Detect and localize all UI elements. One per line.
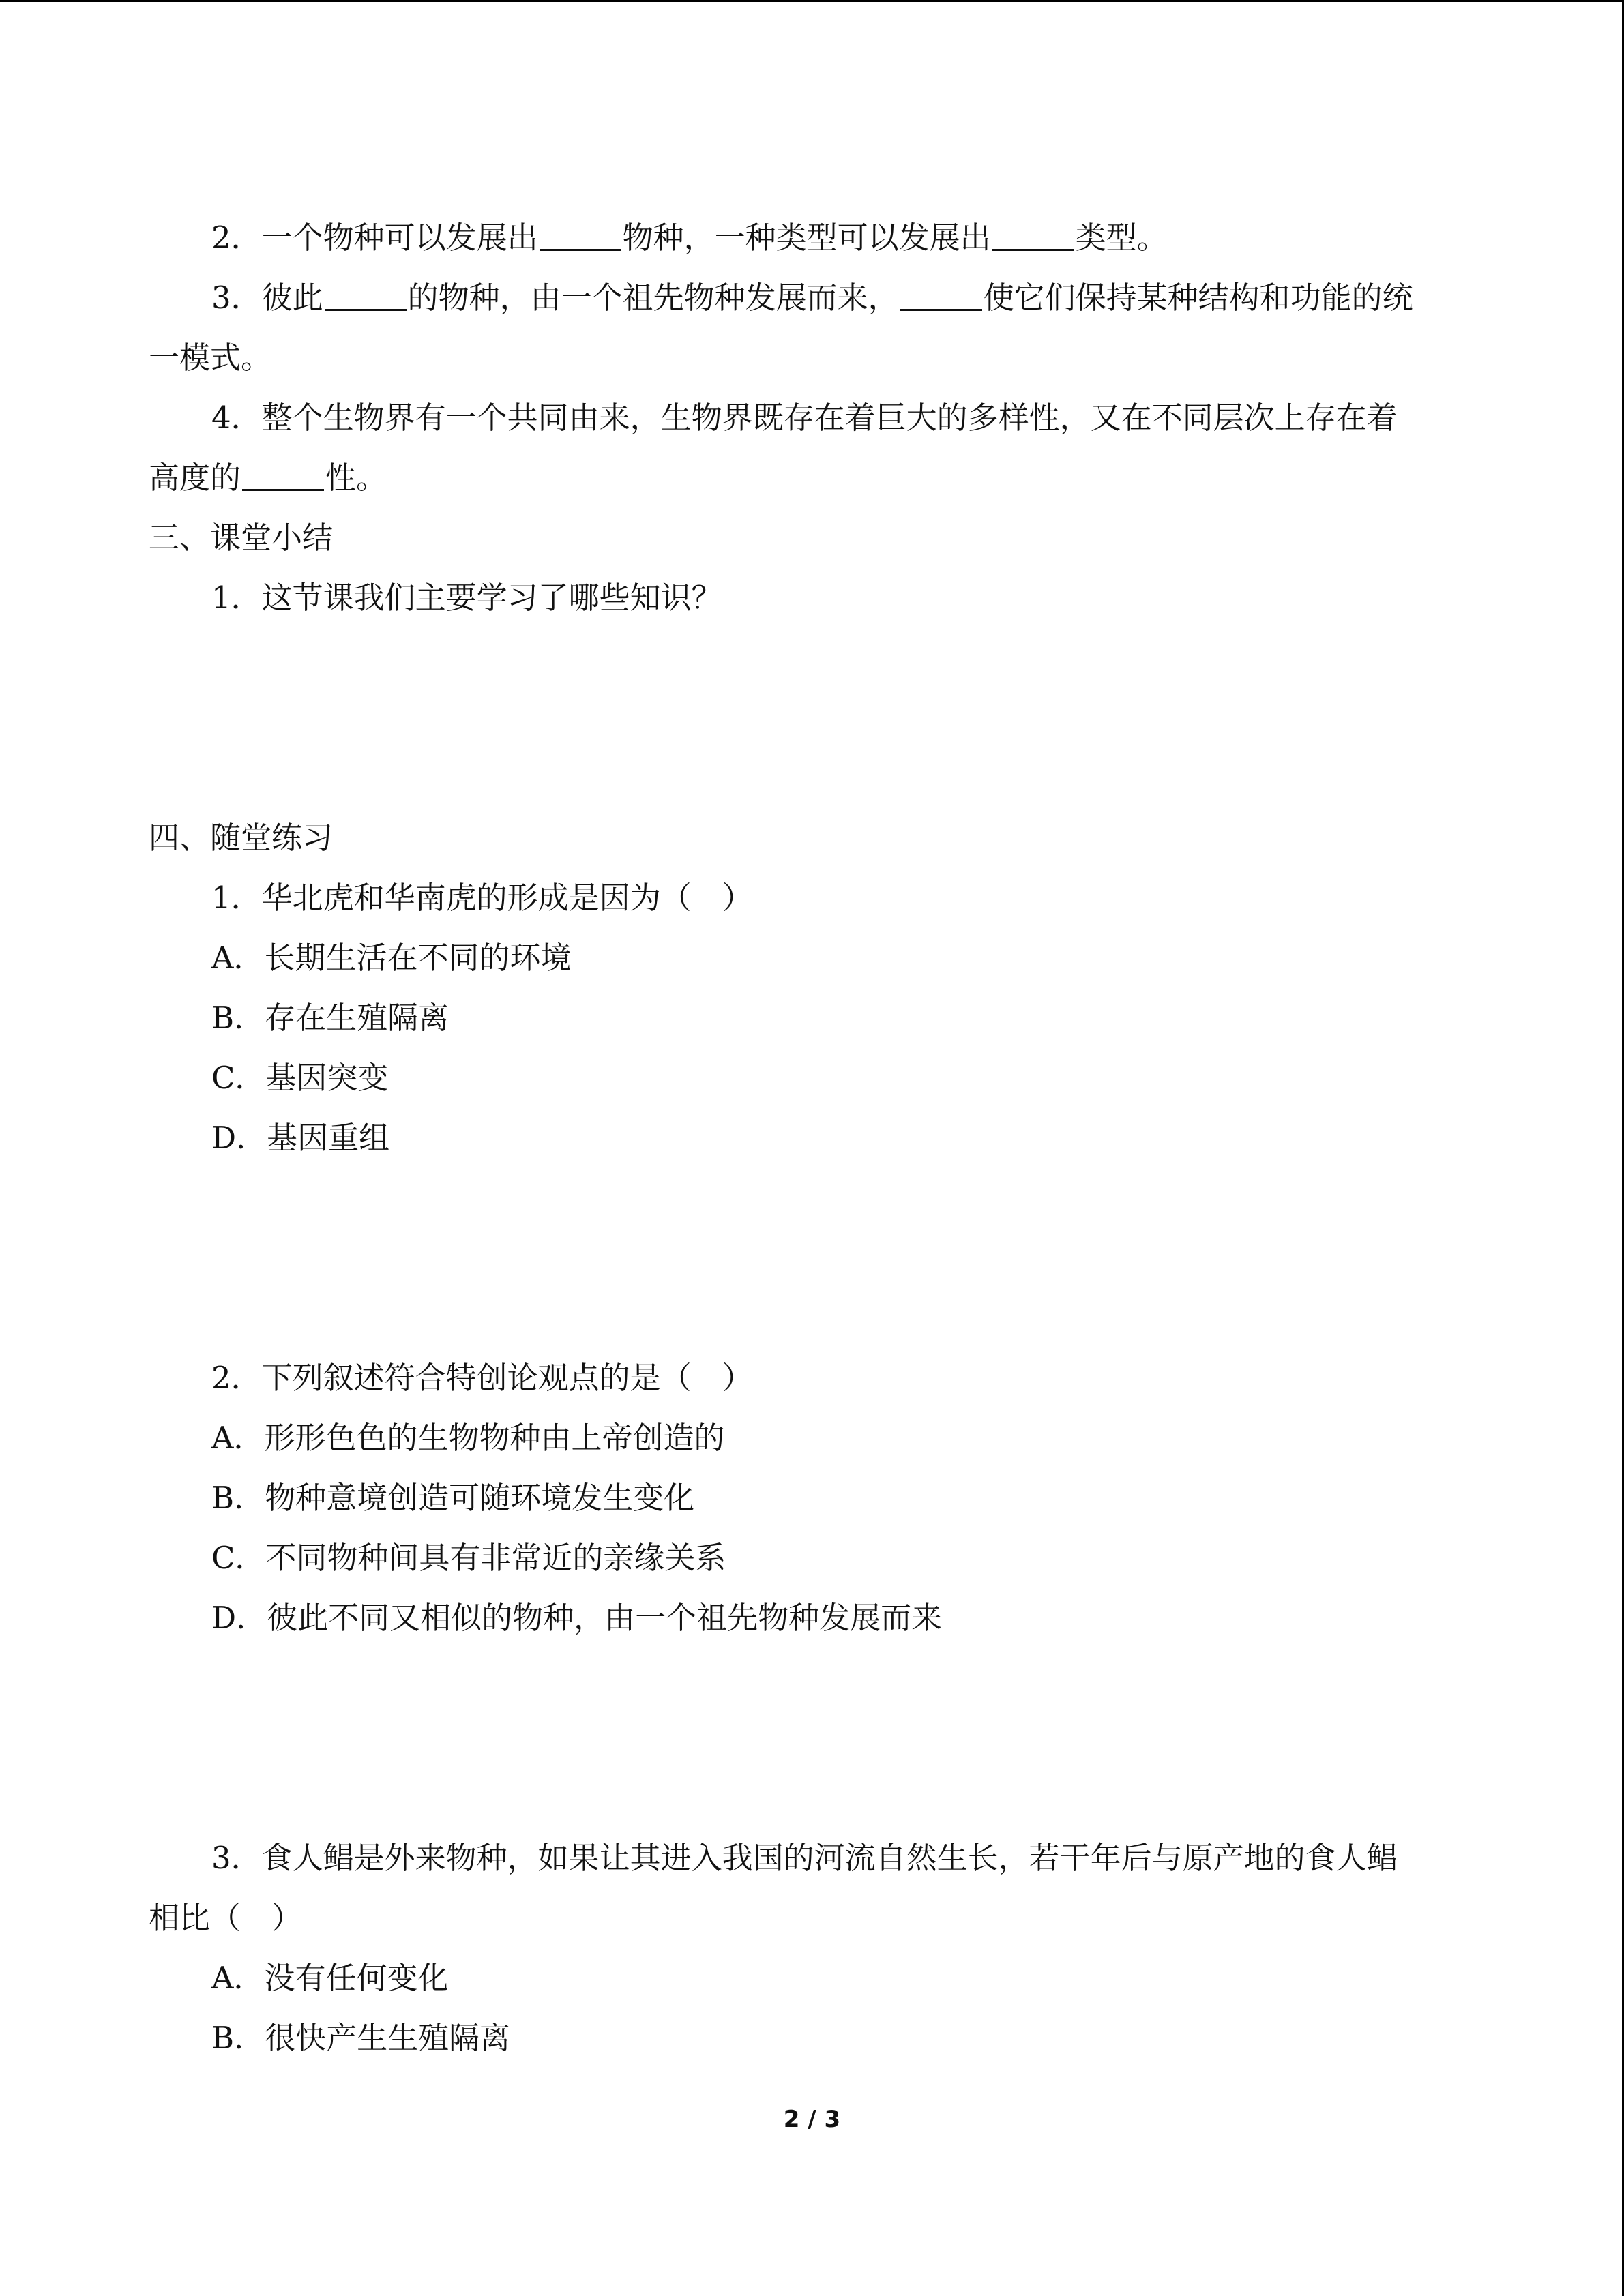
option-b[interactable]: B．存在生殖隔离 <box>211 1000 449 1036</box>
text: 性。 <box>325 460 387 496</box>
answer-blank[interactable] <box>900 282 982 311</box>
option-d[interactable]: D．基因重组 <box>211 1120 390 1156</box>
option-a[interactable]: A．长期生活在不同的环境 <box>211 940 572 976</box>
answer-blank[interactable] <box>992 222 1074 251</box>
fill-question-2 <box>211 218 1168 258</box>
answer-blank[interactable] <box>540 222 621 251</box>
text: 的物种，由一个祖先物种发展而来， <box>407 280 899 316</box>
page-number: 2 / 3 <box>783 2106 841 2133</box>
text: 2．一个物种可以发展出 <box>211 220 538 256</box>
option-b[interactable]: B．很快产生生殖隔离 <box>211 2020 511 2056</box>
option-d[interactable]: D．彼此不同又相似的物种，由一个祖先物种发展而来 <box>211 1600 943 1636</box>
option-a[interactable]: A．没有任何变化 <box>211 1960 449 1996</box>
answer-blank[interactable] <box>325 282 407 311</box>
option-a[interactable]: A．形形色色的生物物种由上帝创造的 <box>211 1420 725 1456</box>
section-heading-practice: 四、随堂练习 <box>149 820 334 856</box>
text: 3．彼此 <box>211 280 323 316</box>
text: 类型。 <box>1075 220 1168 256</box>
practice-question-2: 2．下列叙述符合特创论观点的是（ ） <box>211 1360 753 1396</box>
fill-question-3 <box>211 278 1413 318</box>
practice-question-3: 3．食人鲳是外来物种，如果让其进入我国的河流自然生长，若干年后与原产地的食人鲳 <box>211 1840 1398 1876</box>
section-heading-summary: 三、课堂小结 <box>149 520 334 556</box>
option-c[interactable]: C．基因突变 <box>211 1060 389 1096</box>
answer-blank[interactable] <box>242 462 324 491</box>
practice-question-1: 1．华北虎和华南虎的形成是因为（ ） <box>211 880 753 916</box>
practice-question-3-cont: 相比（ ） <box>149 1900 303 1936</box>
fill-question-4: 4．整个生物界有一个共同由来，生物界既存在着巨大的多样性，又在不同层次上存在着 <box>211 400 1398 436</box>
fill-question-3-cont: 一模式。 <box>149 340 272 376</box>
text: 高度的 <box>149 460 241 496</box>
summary-question-1: 1．这节课我们主要学习了哪些知识？ <box>211 580 722 616</box>
text: 使它们保持某种结构和功能的统 <box>983 280 1413 316</box>
option-c[interactable]: C．不同物种间具有非常近的亲缘关系 <box>211 1540 726 1576</box>
option-b[interactable]: B．物种意境创造可随环境发生变化 <box>211 1480 695 1516</box>
text: 物种，一种类型可以发展出 <box>622 220 991 256</box>
fill-question-4-cont <box>149 458 387 498</box>
